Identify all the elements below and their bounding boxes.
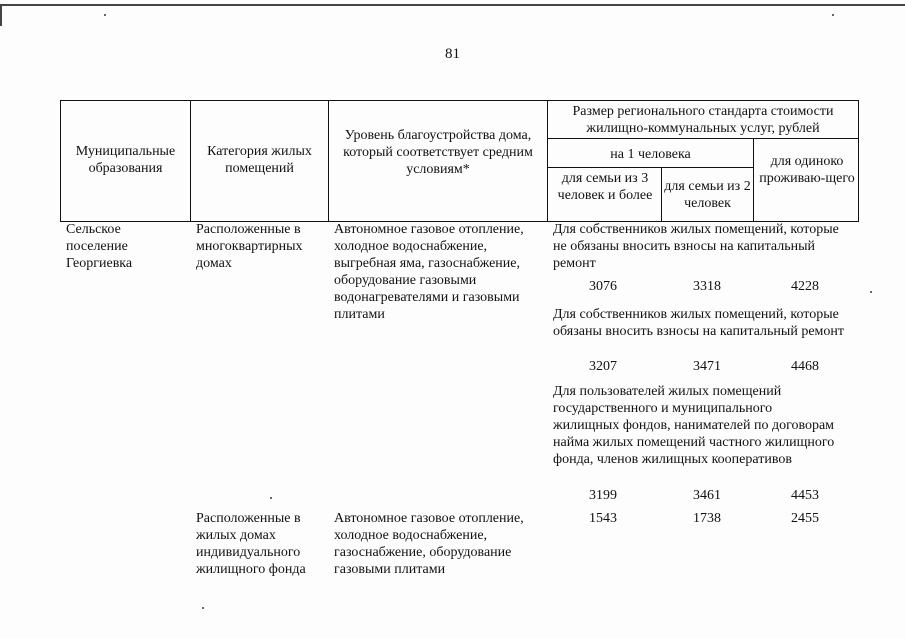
header-mid-border: [547, 138, 859, 139]
cell-level: Автономное газовое отопление, холодное водоснабжение, выгребная яма, газоснабжение, оборудование газовыми водонагревателями и газовыми плитами: [334, 222, 524, 322]
scan-speck: [104, 14, 106, 16]
column-divider: [661, 167, 662, 222]
column-divider: [328, 100, 329, 222]
header-standard: Размер регионального стандарта стоимости жилищно-коммунальных услуг, рублей: [572, 104, 834, 136]
scan-speck: [202, 607, 204, 609]
cell-level: Автономное газовое отопление, холодное водоснабжение, газоснабжение, оборудование газовыми плитами: [334, 511, 524, 577]
column-divider: [60, 100, 61, 222]
header-sub-border: [547, 167, 753, 168]
value-single: 4228: [791, 279, 819, 294]
value-family3: 3207: [589, 359, 617, 374]
cell-category: Расположенные в жилых домах индивидуального жилищного фонда: [196, 511, 306, 577]
group-label: Для собственников жилых помещений, которые не обязаны вносить взносы на капитальный ремонт: [553, 222, 839, 271]
group-label: Для собственников жилых помещений, которые обязаны вносить взносы на капитальный ремонт: [553, 307, 844, 339]
header-family2: для семьи из 2 человек: [664, 179, 751, 211]
value-single: 4453: [791, 488, 819, 503]
header-top-border: [60, 100, 859, 101]
value-family2: 3471: [693, 359, 721, 374]
header-municipality: Муниципальные образования: [75, 144, 176, 176]
column-divider: [753, 138, 754, 222]
value-single: 2455: [791, 511, 819, 526]
scan-border-top: [0, 4, 905, 6]
value-family3: 1543: [589, 511, 617, 526]
column-divider: [190, 100, 191, 222]
page-number: 81: [445, 46, 460, 62]
scan-speck: [270, 497, 272, 499]
cell-category: Расположенные в многоквартирных домах: [196, 222, 303, 271]
value-family3: 3199: [589, 488, 617, 503]
column-divider: [547, 100, 548, 222]
value-family2: 1738: [693, 511, 721, 526]
header-single: для одиноко проживаю-щего: [759, 154, 855, 186]
group-label: Для пользователей жилых помещений государственного и муниципального жилищных фондов, нанимателей по договорам найма жилых помещений частного жилищного фонда, членов жилищных кооперативов: [553, 384, 835, 467]
column-divider: [858, 100, 859, 222]
value-family2: 3461: [693, 488, 721, 503]
scan-speck: [832, 14, 834, 16]
value-family2: 3318: [693, 279, 721, 294]
header-per-person: на 1 человека: [610, 147, 691, 162]
header-category: Категория жилых помещений: [207, 144, 312, 176]
header-level: Уровень благоустройства дома, который соответствует средним условиям*: [343, 128, 533, 177]
cell-municipality: Сельское поселение Георгиевка: [66, 222, 133, 271]
value-single: 4468: [791, 359, 819, 374]
value-family3: 3076: [589, 279, 617, 294]
scan-speck: [870, 291, 872, 293]
scan-border-left: [0, 4, 2, 26]
header-family3: для семьи из 3 человек и более: [557, 171, 653, 203]
